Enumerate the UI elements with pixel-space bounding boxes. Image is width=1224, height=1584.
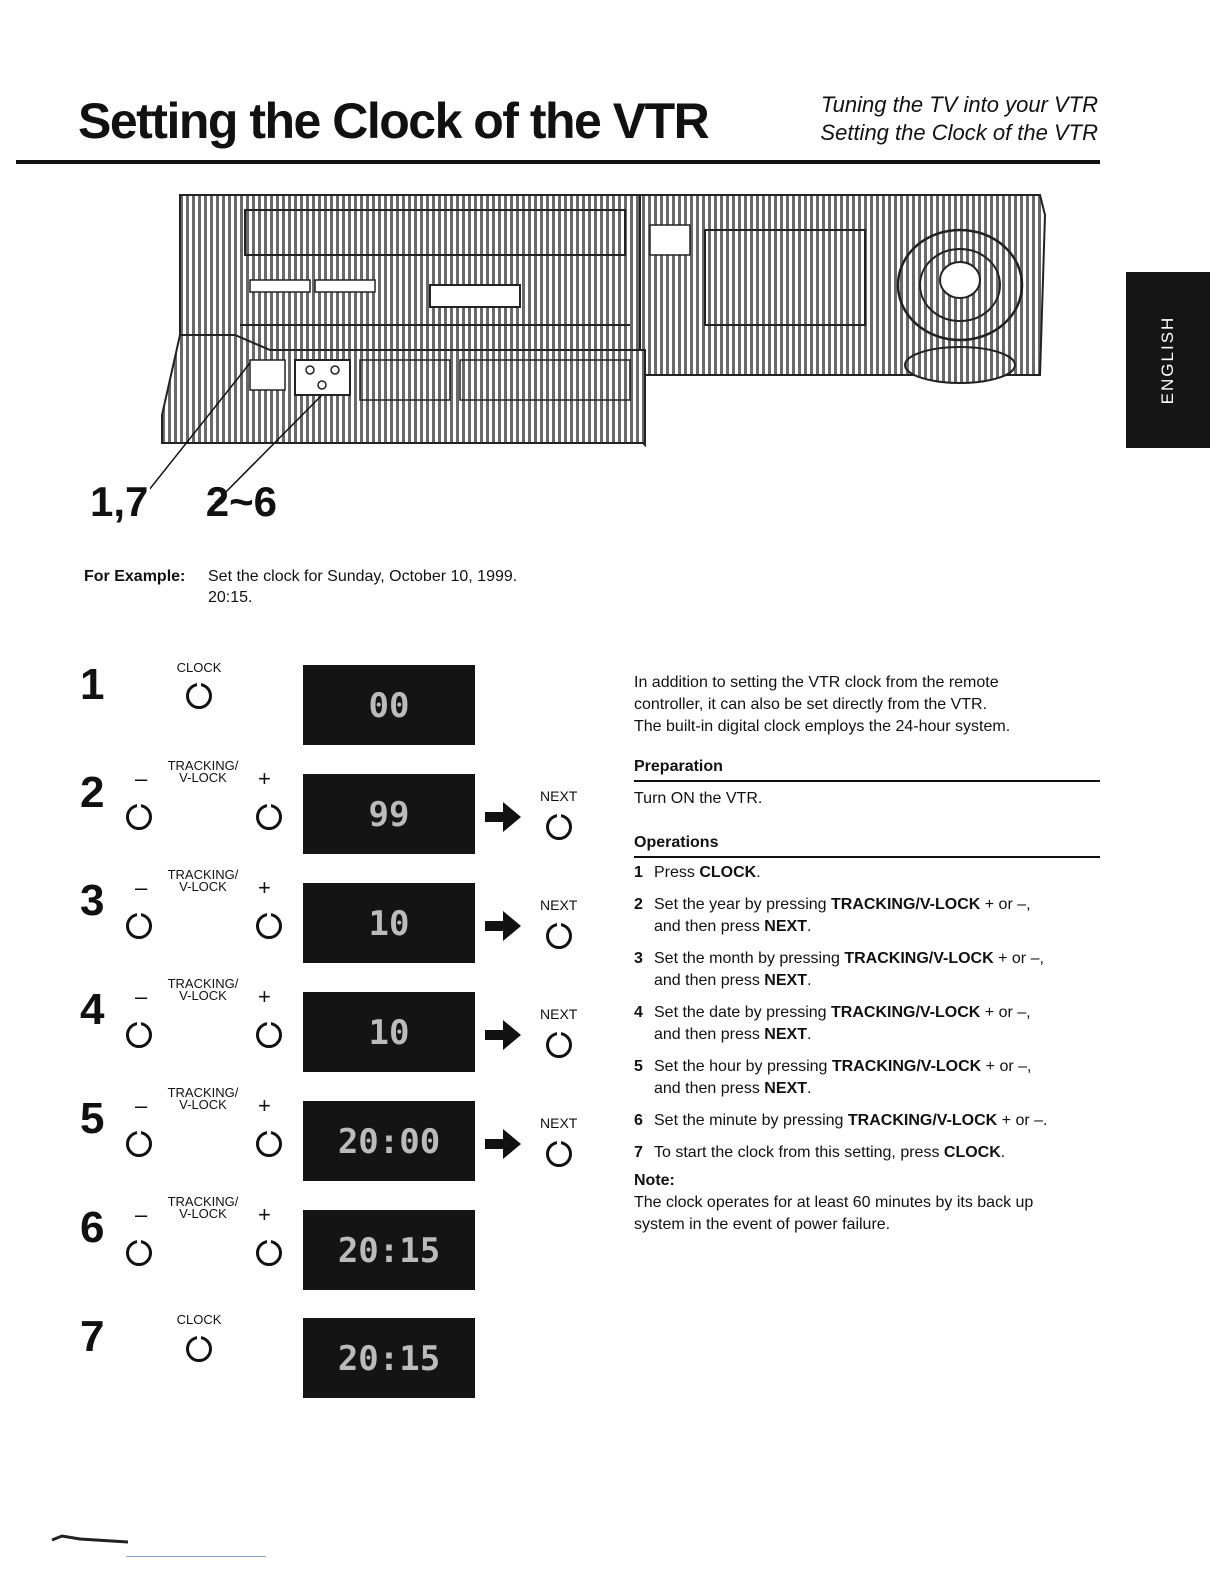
operation-key: CLOCK — [943, 1144, 1001, 1161]
operation-number: 5 — [634, 1058, 643, 1075]
plus-sign: + — [258, 984, 271, 1009]
step-display — [303, 1318, 475, 1398]
step-number: 4 — [80, 985, 105, 1034]
operation-text: . — [1000, 1144, 1006, 1161]
preparation-text: Turn ON the VTR. — [634, 790, 763, 807]
display-readout — [303, 774, 475, 854]
operation-text: Press — [654, 864, 700, 881]
example-line-2: 20:15. — [208, 589, 253, 606]
vtr-front-panel-illustration — [150, 185, 1050, 505]
example-line-1: Set the clock for Sunday, October 10, 1999. — [208, 568, 518, 585]
tracking-label-line-1: TRACKING/ — [167, 867, 239, 882]
next-button-icon — [546, 923, 572, 949]
tracking-label-line-2: V-LOCK — [179, 770, 227, 785]
tracking-label-line-1: TRACKING/ — [167, 1085, 239, 1100]
plus-sign: + — [258, 766, 271, 791]
clock-button-label: CLOCK — [176, 660, 222, 675]
instructions-column — [634, 672, 1100, 1236]
intro-line-1: In addition to setting the VTR clock from the remote — [634, 674, 999, 691]
tracking-plus-button-icon — [256, 913, 282, 939]
operation-key: TRACKING/V-LOCK — [831, 1058, 982, 1075]
note-heading: Note: — [634, 1172, 675, 1189]
step-number: 5 — [80, 1094, 105, 1143]
operation-text: Set the month by pressing — [654, 950, 845, 967]
tracking-label-line-2: V-LOCK — [179, 988, 227, 1003]
example-label: For Example: — [84, 568, 186, 585]
operation-key: TRACKING/V-LOCK — [830, 896, 981, 913]
tracking-label-line-2: V-LOCK — [179, 1206, 227, 1221]
scan-artifact-mark — [50, 1530, 130, 1544]
next-button-label: NEXT — [540, 788, 578, 804]
intro-line-2: controller, it can also be set directly from the VTR. — [634, 696, 988, 713]
operation-number: 4 — [634, 1004, 643, 1021]
operation-number: 1 — [634, 864, 643, 881]
next-button-label: NEXT — [540, 897, 578, 913]
step-number: 2 — [80, 768, 105, 817]
operation-item — [634, 1002, 1100, 1046]
step-display — [303, 1101, 475, 1181]
tracking-plus-button-icon — [256, 1240, 282, 1266]
tracking-minus-button-icon — [126, 1240, 152, 1266]
operation-key: TRACKING/V-LOCK — [847, 1112, 998, 1129]
plus-sign: + — [258, 1093, 271, 1118]
display-digits: 00 — [368, 686, 410, 726]
right-arrow-icon — [483, 909, 523, 943]
operation-key: NEXT — [764, 1080, 807, 1097]
display-readout — [303, 1101, 475, 1181]
note-line-1: The clock operates for at least 60 minutes by its back up — [634, 1194, 1034, 1211]
language-tab — [1126, 272, 1210, 448]
intro-line-3: The built-in digital clock employs the 24-hour system. — [634, 718, 1011, 735]
note-line-2: system in the event of power failure. — [634, 1216, 891, 1233]
tracking-label-line-2: V-LOCK — [179, 1097, 227, 1112]
clock-button-icon — [186, 1336, 212, 1362]
step-display — [303, 883, 475, 963]
preparation-heading: Preparation — [634, 756, 1100, 782]
operation-item — [634, 894, 1100, 938]
display-digits: 10 — [368, 904, 410, 944]
illustration-callouts — [90, 478, 277, 526]
operation-text: and then press — [654, 918, 765, 935]
operations-heading: Operations — [634, 832, 1100, 858]
operation-number: 3 — [634, 950, 643, 967]
step-display — [303, 665, 475, 745]
callout-left: 1,7 — [90, 478, 149, 525]
operation-text: . — [806, 1026, 812, 1043]
plus-sign: + — [258, 875, 271, 900]
minus-sign: – — [135, 766, 148, 791]
tracking-label-line-1: TRACKING/ — [167, 758, 239, 773]
subtitle-line-2: Setting the Clock of the VTR — [820, 120, 1098, 145]
callout-right: 2~6 — [205, 478, 277, 525]
right-arrow-icon — [483, 1127, 523, 1161]
example-block — [84, 566, 517, 608]
next-button-icon — [546, 814, 572, 840]
tracking-label-line-2: V-LOCK — [179, 879, 227, 894]
operation-item — [634, 1142, 1100, 1164]
operation-text: Set the minute by pressing — [654, 1112, 848, 1129]
operations-list — [634, 862, 1100, 1164]
operation-key: NEXT — [764, 918, 807, 935]
step-number: 3 — [80, 876, 105, 925]
operation-key: TRACKING/V-LOCK — [844, 950, 994, 967]
language-tab-label: ENGLISH — [1158, 315, 1177, 405]
tracking-minus-button-icon — [126, 913, 152, 939]
operation-item — [634, 1110, 1100, 1132]
operation-key: TRACKING/V-LOCK — [831, 1004, 981, 1021]
operation-text: . — [806, 918, 812, 935]
display-readout — [303, 1318, 475, 1398]
display-digits: 20:00 — [337, 1122, 441, 1162]
display-readout — [303, 992, 475, 1072]
right-arrow-icon — [483, 800, 523, 834]
next-button-icon — [546, 1141, 572, 1167]
operation-text: + or –. — [997, 1112, 1048, 1129]
operation-number: 2 — [634, 896, 643, 913]
next-button-icon — [546, 1032, 572, 1058]
operation-number: 7 — [634, 1144, 643, 1161]
operation-key: NEXT — [764, 1026, 807, 1043]
operation-text: and then press — [654, 1080, 765, 1097]
display-digits: 20:15 — [337, 1339, 441, 1379]
operation-text: . — [806, 1080, 812, 1097]
step-display — [303, 992, 475, 1072]
operation-text: and then press — [654, 972, 765, 989]
clock-button-label: CLOCK — [176, 1312, 222, 1327]
operation-number: 6 — [634, 1112, 643, 1129]
tracking-minus-button-icon — [126, 1131, 152, 1157]
operation-text: . — [756, 864, 761, 881]
tracking-button-label — [160, 1196, 246, 1220]
operation-text: + or –, — [980, 1004, 1031, 1021]
minus-sign: – — [135, 1202, 148, 1227]
tracking-button-label — [160, 869, 246, 893]
page-title: Setting the Clock of the VTR — [78, 93, 709, 149]
operation-item — [634, 1056, 1100, 1100]
next-button-label: NEXT — [540, 1006, 578, 1022]
operation-text: Set the date by pressing — [654, 1004, 831, 1021]
operation-text: + or –, — [981, 1058, 1032, 1075]
display-readout — [303, 1210, 475, 1290]
clock-button-icon — [186, 683, 212, 709]
intro-text — [634, 672, 1100, 738]
plus-sign: + — [258, 1202, 271, 1227]
operation-text: + or –, — [980, 896, 1031, 913]
minus-sign: – — [135, 984, 148, 1009]
step-number: 1 — [80, 660, 105, 709]
operation-key: CLOCK — [699, 864, 757, 881]
step-display — [303, 774, 475, 854]
operation-item — [634, 862, 1100, 884]
tracking-button-label — [160, 760, 246, 784]
next-button-label: NEXT — [540, 1115, 578, 1131]
display-digits: 99 — [368, 795, 410, 835]
display-readout — [303, 665, 475, 745]
minus-sign: – — [135, 875, 148, 900]
tracking-button-label — [160, 978, 246, 1002]
operation-text: To start the clock from this setting, press — [654, 1144, 944, 1161]
display-digits: 20:15 — [337, 1231, 441, 1271]
display-readout — [303, 883, 475, 963]
step-number: 7 — [80, 1312, 105, 1361]
tracking-label-line-1: TRACKING/ — [167, 1194, 239, 1209]
step-number: 6 — [80, 1203, 105, 1252]
tracking-plus-button-icon — [256, 1022, 282, 1048]
step-display — [303, 1210, 475, 1290]
display-digits: 10 — [368, 1013, 410, 1053]
tracking-button-label — [160, 1087, 246, 1111]
operation-text: . — [806, 972, 812, 989]
right-arrow-icon — [483, 1018, 523, 1052]
tracking-label-line-1: TRACKING/ — [167, 976, 239, 991]
operation-text: Set the hour by pressing — [654, 1058, 832, 1075]
tracking-plus-button-icon — [256, 1131, 282, 1157]
header-rule — [16, 160, 1100, 164]
tracking-minus-button-icon — [126, 804, 152, 830]
subtitle-line-1: Tuning the TV into your VTR — [820, 92, 1098, 117]
operation-text: + or –, — [993, 950, 1044, 967]
operation-key: NEXT — [764, 972, 807, 989]
tracking-plus-button-icon — [256, 804, 282, 830]
operation-text: Set the year by pressing — [654, 896, 831, 913]
operation-item — [634, 948, 1100, 992]
tracking-minus-button-icon — [126, 1022, 152, 1048]
operation-text: and then press — [654, 1026, 765, 1043]
footer-rule — [126, 1556, 266, 1557]
minus-sign: – — [135, 1093, 148, 1118]
